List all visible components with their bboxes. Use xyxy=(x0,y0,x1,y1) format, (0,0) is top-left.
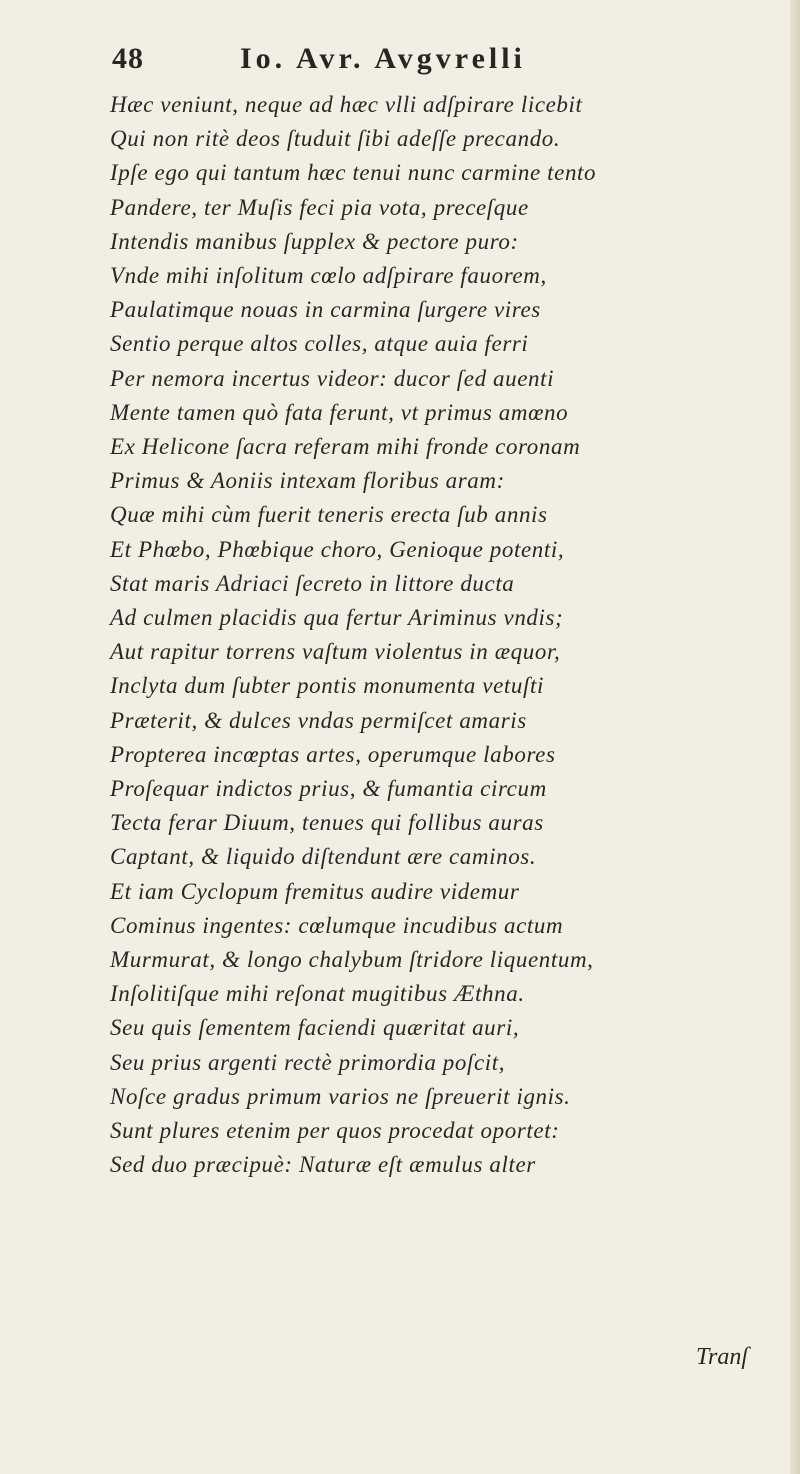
poem-line: Ex Helicone ſacra referam mihi fronde coronam xyxy=(110,434,581,460)
poem-line: Intendis manibus ſupplex & pectore puro: xyxy=(110,228,519,254)
poem-line: Inſolitiſque mihi reſonat mugitibus Æthna. xyxy=(110,981,525,1007)
poem-line: Propterea incœptas artes, operumque labores xyxy=(110,741,556,767)
poem-line: Ad culmen placidis qua fertur Ariminus vndis; xyxy=(110,605,564,631)
catchword: Tranſ xyxy=(696,1344,749,1370)
poem-line: Inclyta dum ſubter pontis monumenta vetuſti xyxy=(110,673,544,699)
poem-line: Captant, & liquido diſtendunt ære caminos. xyxy=(110,844,537,870)
poem-line: Aut rapitur torrens vaſtum violentus in æquor, xyxy=(110,639,561,665)
poem-line: Hæc veniunt, neque ad hæc vlli adſpirare licebit xyxy=(110,92,583,117)
poem-line: Murmurat, & longo chalybum ſtridore liquentum, xyxy=(110,947,594,973)
poem-line: Qui non ritè deos ſtuduit ſibi adeſſe precando. xyxy=(110,126,561,152)
poem-line: Paulatimque nouas in carmina ſurgere vires xyxy=(110,297,541,323)
poem-line: Et iam Cyclopum fremitus audire videmur xyxy=(110,878,520,904)
poem-line: Tecta ferar Diuum, tenues qui follibus auras xyxy=(110,810,544,836)
poem-text xyxy=(110,88,750,1183)
poem-line: Sunt plures etenim per quos procedat oportet: xyxy=(110,1118,560,1144)
poem-line: Per nemora incertus videor: ducor ſed auenti xyxy=(110,365,555,391)
poem-line: Pandere, ter Muſis feci pia vota, preceſque xyxy=(110,194,529,220)
page-edge xyxy=(790,0,800,1474)
poem-line: Noſce gradus primum varios ne ſpreuerit ignis. xyxy=(110,1083,571,1109)
poem-line: Cominus ingentes: cœlumque incudibus actum xyxy=(110,912,564,938)
page-header xyxy=(112,42,712,88)
poem-line: Seu prius argenti rectè primordia poſcit, xyxy=(110,1049,506,1075)
poem-line: Præterit, & dulces vndas permiſcet amaris xyxy=(110,707,527,733)
poem-line: Ipſe ego qui tantum hæc tenui nunc carmine tento xyxy=(110,160,597,186)
poem-line: Stat maris Adriaci ſecreto in littore ducta xyxy=(110,570,515,596)
running-head: Io. Avr. Avgvrelli xyxy=(240,42,526,75)
poem-line: Sed duo præcipuè: Naturæ eſt æmulus alter xyxy=(110,1152,536,1178)
page-number: 48 xyxy=(112,42,144,75)
poem-line: Mente tamen quò fata ferunt, vt primus amœno xyxy=(110,399,569,425)
poem-line: Et Phœbo, Phœbique choro, Genioque potenti, xyxy=(110,536,565,562)
poem-line: Seu quis ſementem faciendi quæritat auri, xyxy=(110,1015,520,1041)
poem-line: Vnde mihi inſolitum cœlo adſpirare fauorem, xyxy=(110,263,547,289)
poem-line: Primus & Aoniis intexam floribus aram: xyxy=(110,468,505,494)
poem-line: Proſequar indictos prius, & fumantia circum xyxy=(110,776,547,802)
poem-line: Sentio perque altos colles, atque auia ferri xyxy=(110,331,529,357)
poem-line: Quæ mihi cùm fuerit teneris erecta ſub annis xyxy=(110,502,548,528)
